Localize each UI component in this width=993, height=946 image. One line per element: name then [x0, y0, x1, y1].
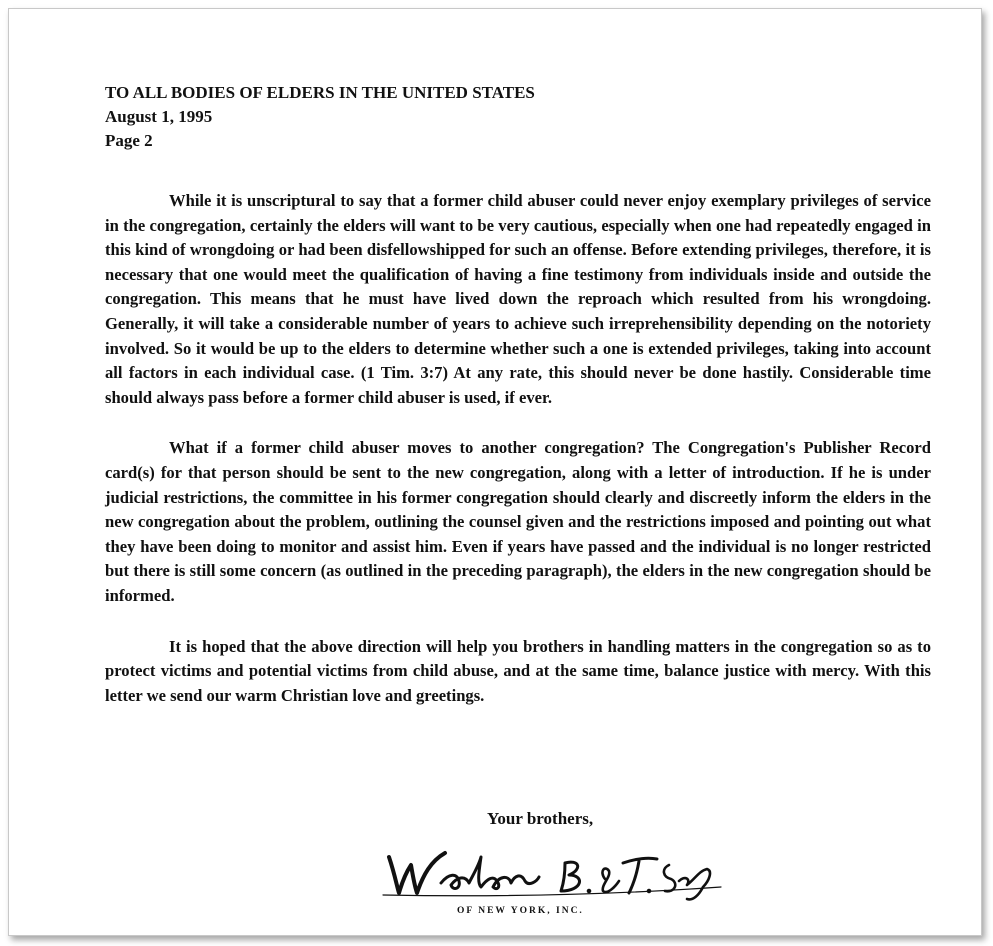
document-frame: [8, 8, 982, 936]
paragraph-privileges: While it is unscriptural to say that a former child abuser could never enjoy exemplary privileges of service in the congregation, certainly the elders will want to be very cautious, especially when one had repeatedly engaged in this kind of wrongdoing or had been disfellowshipped for such an offense. Before extending privileges, therefore, it is necessary that one would meet the qualification of having a fine testimony from individuals inside and outside the congregation. This means that he must have lived down the reproach which resulted from his wrongdoing. Generally, it will take a considerable number of years to achieve such irreprehensibility depending on the notoriety involved. So it would be up to the elders to determine whether such a one is extended privileges, taking into account all factors in each individual case. (1 Tim. 3:7) At any rate, this should never be done hastily. Considerable time should always pass before a former child abuser is used, if ever.: [105, 191, 931, 407]
letter-recipient: TO ALL BODIES OF ELDERS IN THE UNITED STATES: [105, 83, 535, 102]
signature-image: [369, 835, 729, 919]
letter-body: [105, 81, 931, 708]
closing-salutation: Your brothers,: [487, 809, 594, 828]
paragraph-closing-remarks: It is hoped that the above direction will help you brothers in handling matters in the congregation so as to protect victims and potential victims from child abuse, and at the same time, balance justice with mercy. With this letter we send our warm Christian love and greetings.: [105, 636, 931, 705]
page-number: Page 2: [105, 131, 153, 150]
signature-subline: OF NEW YORK, INC.: [457, 906, 584, 916]
signature-graphic: [369, 835, 729, 919]
paragraph-moving-congregation: What if a former child abuser moves to another congregation? The Congregation's Publisher Record card(s) for that person should be sent to the new congregation, along with a letter of introduction. If he is under judicial restrictions, the committee in his former congregation should clearly and discreetly inform the elders in the new congregation about the problem, outlining the counsel given and the restrictions imposed and pointing out what they have been doing to monitor and assist him. Even if years have passed and the individual is no longer restricted but there is still some concern (as outlined in the preceding paragraph), the elders in the new congregation should be informed.: [105, 438, 931, 605]
letter-date: August 1, 1995: [105, 107, 213, 126]
